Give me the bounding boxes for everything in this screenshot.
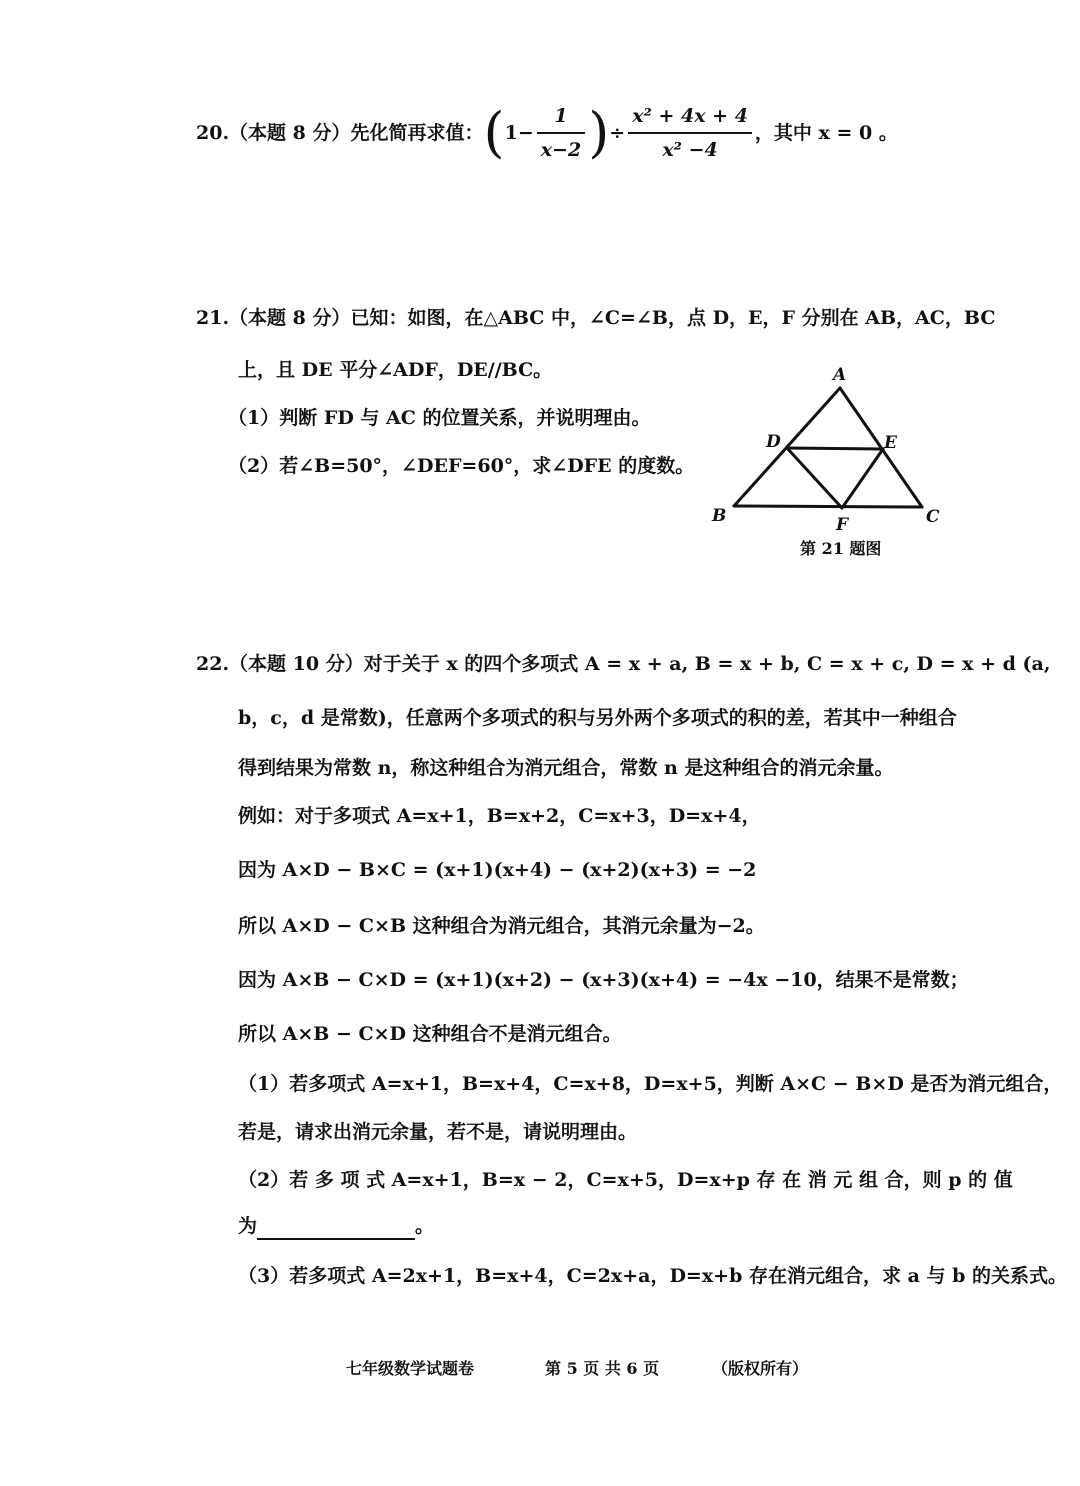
q20-frac2-denominator: x² −4 xyxy=(662,139,718,161)
answer-blank[interactable] xyxy=(257,1216,415,1240)
q20-fraction-2 xyxy=(628,102,752,164)
q20-lead: 20.（本题 8 分）先化简再求值： xyxy=(196,122,484,144)
q22-line-3: 得到结果为常数 n，称这种组合为消元组合，常数 n 是这种组合的消元余量。 xyxy=(238,757,894,779)
label-e: E xyxy=(884,433,897,453)
q20-one-minus: 1− xyxy=(504,122,534,144)
q22-part-2b-label: 为 xyxy=(238,1215,258,1237)
label-d: D xyxy=(766,432,781,452)
q22-because-1: 因为 A×D − B×C = (x+1)(x+4) − (x+2)(x+3) = −2 xyxy=(238,859,757,881)
q22-part-1b: 若是，请求出消元余量，若不是，请说明理由。 xyxy=(238,1121,638,1143)
segment-ef xyxy=(842,449,883,508)
q22-example: 例如：对于多项式 A=x+1，B=x+2，C=x+3，D=x+4， xyxy=(238,805,761,827)
label-f: F xyxy=(836,515,849,535)
q20-frac2-numerator: x² + 4x + 4 xyxy=(628,102,752,134)
q20-divide-sign: ÷ xyxy=(609,122,626,144)
q22-part-1a: （1）若多项式 A=x+1，B=x+4，C=x+8，D=x+5，判断 A×C − B×D 是否为消元组合， xyxy=(238,1073,1063,1095)
q22-so-1: 所以 A×D − C×B 这种组合为消元组合，其消元余量为−2。 xyxy=(238,915,765,937)
segment-df xyxy=(787,448,842,508)
segment-bc xyxy=(734,506,922,507)
q22-so-2: 所以 A×B − C×D 这种组合不是消元组合。 xyxy=(238,1023,622,1045)
q21-part-1: （1）判断 FD 与 AC 的位置关系，并说明理由。 xyxy=(228,407,651,429)
figure-caption: 第 21 题图 xyxy=(800,539,882,558)
q21-line-2: 上，且 DE 平分∠ADF，DE//BC。 xyxy=(238,359,553,381)
q22-part-2b-end: 。 xyxy=(415,1215,435,1237)
label-a: A xyxy=(833,365,847,385)
q22-because-2: 因为 A×B − C×D = (x+1)(x+2) − (x+3)(x+4) = −4x −10，结果不是常数； xyxy=(238,969,969,991)
q22-line-1: 22.（本题 10 分）对于关于 x 的四个多项式 A = x + a, B = x + b, C = x + c, D = x + d (a, xyxy=(196,653,1051,675)
segment-de xyxy=(787,448,883,449)
q20-fraction-1 xyxy=(537,102,585,164)
footer-title: 七年级数学试题卷 xyxy=(346,1359,475,1378)
q20-right-paren: ) xyxy=(588,101,610,164)
q20-tail: ，其中 x = 0 。 xyxy=(754,122,898,144)
label-c: C xyxy=(926,507,940,527)
q20-frac1-numerator: 1 xyxy=(537,102,585,134)
q22-part-3: （3）若多项式 A=2x+1，B=x+4，C=2x+a，D=x+b 存在消元组合，求 a 与 b 的关系式。 xyxy=(238,1265,1068,1287)
q21-triangle-figure xyxy=(700,360,960,570)
footer-copyright: （版权所有） xyxy=(712,1359,809,1378)
label-b: B xyxy=(712,506,727,526)
question-20 xyxy=(196,98,898,168)
q20-left-paren: ( xyxy=(483,101,505,164)
q21-part-2: （2）若∠B=50°，∠DEF=60°，求∠DFE 的度数。 xyxy=(228,455,695,477)
q21-line-1: 21.（本题 8 分）已知：如图，在△ABC 中，∠C=∠B，点 D，E，F 分别在 AB，AC，BC xyxy=(196,307,996,329)
q22-part-2b xyxy=(238,1212,434,1240)
q22-line-2: b，c，d 是常数)，任意两个多项式的积与另外两个多项式的积的差，若其中一种组合 xyxy=(238,707,957,729)
footer-page-number: 第 5 页 共 6 页 xyxy=(545,1359,660,1378)
q20-frac1-denominator: x−2 xyxy=(540,139,582,161)
q22-part-2a: （2）若 多 项 式 A=x+1，B=x − 2，C=x+5，D=x+p 存 在 消 元 组 合，则 p 的 值 xyxy=(238,1169,1013,1191)
